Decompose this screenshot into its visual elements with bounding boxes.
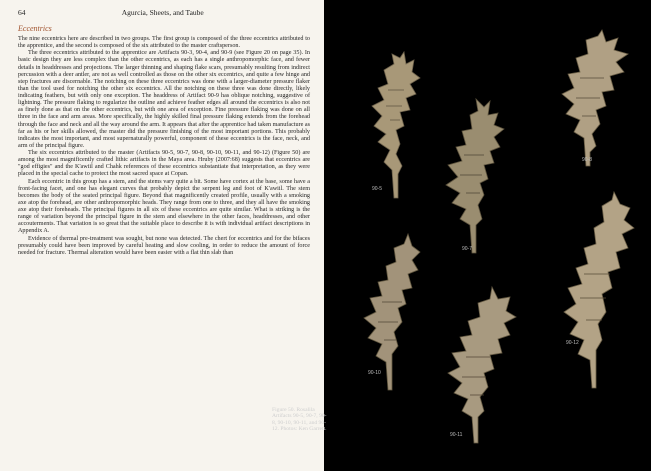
paragraph: The six eccentrics attributed to the master (Artifacts 90-5, 90-7, 90-8, 90-10, 90-11, and 90-12) (Figure 50) are among the most magnificently crafted lithic artifacts in the Maya area. Hruby (2007:68) suggests that eccentrics are "god effigies" and the K'awiil and Chahk references of these eccentrics substantiate that interpretation, as they were placed in the special cache to protect the most sacred space at Copan. [18, 150, 310, 178]
figure-caption: Figure 50. Rosalila Artifacts 90-5, 90-7, 90-8, 90-10, 90-11, and 90-12. Photos: Ken Garrett. [272, 407, 327, 433]
body-text [18, 36, 310, 257]
section-title: Eccentrics [18, 24, 52, 33]
artifact-label: 90-5 [372, 186, 383, 192]
page-number: 64 [18, 8, 26, 17]
eccentric-90-10-image [354, 232, 424, 392]
artifact-label: 90-7 [462, 246, 473, 252]
eccentric-90-11-image [434, 285, 519, 445]
artifact-label: 90-10 [368, 370, 381, 376]
figure-page [272, 0, 651, 471]
artifact-label: 90-11 [450, 432, 463, 438]
paragraph: The nine eccentrics here are described in two groups. The first group is composed of the three eccentrics attributed to the apprentice, and the second is composed of the six attributed to the master craftsperson. [18, 36, 310, 50]
eccentric-90-7-image [436, 95, 511, 255]
paragraph: Each eccentric in this group has a stem, and the stems vary quite a bit. Some have cortex at the base, some have a front-facing facet, and one has elegant curves that probably depict the serpent leg and foot of K'awiil. The stem becomes the body of the seated principal figure. Beyond that magnificently created profile, usually with a smoking axe atop the forehead, are other anthropomorphic heads. They range from one to three, and they all have the smoking axe atop their foreheads. The principal figures in all six of these eccentrics are quite similar. What is striking is the range of variation beyond the principal figure in the stem and elsewhere in the other faces, headdresses, and other accouterments. That variation is so great that the suitable place to describe it is with individual artifact descriptions in Appendix A. [18, 178, 310, 235]
text-page [0, 0, 324, 471]
running-title: Agurcia, Sheets, and Taube [121, 8, 204, 17]
eccentric-90-8-image [546, 28, 636, 168]
paragraph: Evidence of thermal pre-treatment was sought, but none was detected. The chert for eccentrics and for the bifaces presumably could have been improved by careful heating and slow cooling, in order to reduce the amount of force needed for fracture. Thermal alteration would have been easier with a flat thin slab than [18, 235, 310, 256]
paragraph: The three eccentrics attributed to the apprentice are Artifacts 90-3, 90-4, and 90-9 (see Figure 20 on page 35). In basic design they are less complex than the other eccentrics, as each has a single anthropomorphic face, and fewer details in headdresses and projections. The larger thinning and shaping flake scars, presumably resulting from indirect percussion with a deer antler, are not as well controlled as those on the other six eccentrics, and quite a few hinge and step fractures are discernable. The notching on these three eccentrics was done with a larger-diameter pressure flaker than the tool used for notching the other six eccentrics. All the notching on these three was done directly, likely indicating feathers, but with only one exception. The headdress of Artifact 90-9 has oblique notching, suggestive of lightning. The pressure flaking to regularize the outline and achieve feather edges all around the eccentrics is also not as finely done as that on the other eccentrics, but with one area of exception. Fine pressure flaking was done on all three in the face and arm areas. More specifically, the highly skilled final pressure flaking extends from the forehead through the face and neck and all the way around the arm. It appears that after the apprentice had taken manufacture as far as his or her skills allowed, the master did the pressure finishing of the most important portions. This probably indicates the most important, and most supernaturally powerful, component of these eccentrics is the face, neck, and arm of the principal figure. [18, 50, 310, 149]
artifact-label: 90-8 [582, 157, 593, 163]
artifact-label: 90-12 [566, 340, 579, 346]
eccentric-90-5-image [364, 50, 424, 200]
eccentric-90-12-image [552, 190, 637, 390]
running-head [18, 8, 310, 20]
